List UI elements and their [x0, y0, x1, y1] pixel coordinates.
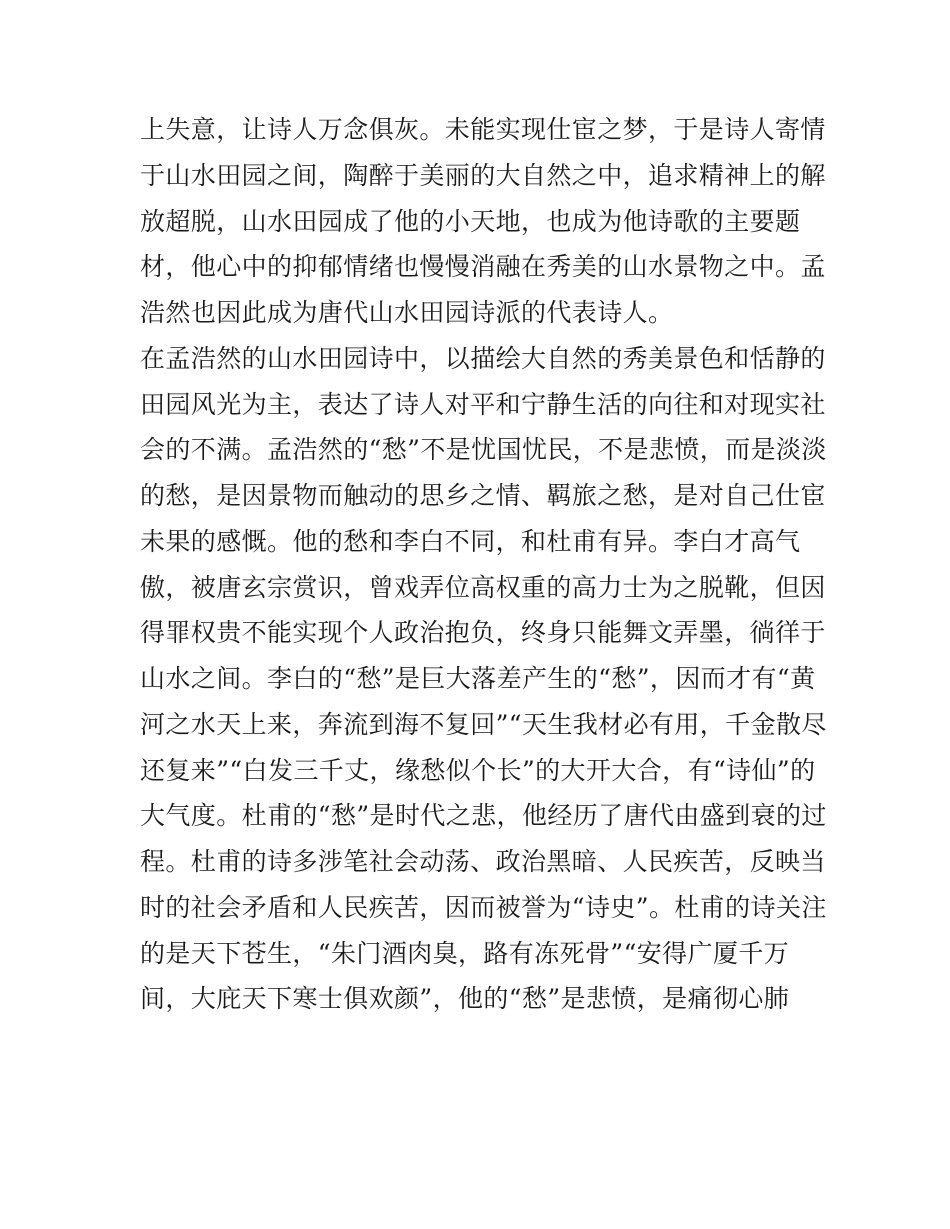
text-line: 浩然也因此成为唐代山水田园诗派的代表诗人。: [140, 298, 674, 327]
text-line: 傲，被唐玄宗赏识，曾戏弄位高权重的高力士为之脱靴，但因: [140, 572, 826, 602]
text-line: 的愁，是因景物而触动的思乡之情、羁旅之愁，是对自己仕宦: [140, 481, 826, 510]
text-line: 材，他心中的抑郁情绪也慢慢消融在秀美的山水景物之中。孟: [140, 252, 826, 282]
text-line: 程。杜甫的诗多涉笔社会动荡、政治黑暗、人民疾苦，反映当: [140, 847, 826, 876]
text-line: 放超脱，山水田园成了他的小天地，也成为他诗歌的主要题: [140, 206, 801, 236]
text-line: 时的社会矛盾和人民疾苦，因而被誉为“诗史”。杜甫的诗关注: [140, 892, 827, 922]
text-line: 田园风光为主，表达了诗人对平和宁静生活的向往和对现实社: [140, 389, 826, 419]
text-line: 上失意，让诗人万念俱灰。未能实现仕宦之梦，于是诗人寄情: [140, 115, 826, 144]
text-line: 于山水田园之间，陶醉于美丽的大自然之中，追求精神上的解: [140, 160, 826, 190]
text-line: 间，大庇天下寒士俱欢颜”，他的“愁”是悲愤，是痛彻心肺: [140, 984, 790, 1014]
text-line: 的是天下苍生，“朱门酒肉臭，路有冻死骨”“安得广厦千万: [140, 938, 790, 968]
text-line: 会的不满。孟浩然的“愁”不是忧国忧民，不是悲愤，而是淡淡: [140, 435, 827, 465]
text-line: 还复来”“白发三千丈，缘愁似个长”的大开大合，有“诗仙”的: [140, 755, 816, 785]
text-line: 在孟浩然的山水田园诗中，以描绘大自然的秀美景色和恬静的: [140, 343, 826, 373]
body-text: [140, 107, 827, 1022]
text-line: 得罪权贵不能实现个人政治抱负，终身只能舞文弄墨，徜徉于: [140, 618, 826, 648]
text-line: 未果的感慨。他的愁和李白不同，和杜甫有异。李白才高气: [140, 526, 801, 556]
text-line: 山水之间。李白的“愁”是巨大落差产生的“愁”，因而才有“黄: [140, 664, 816, 693]
text-line: 大气度。杜甫的“愁”是时代之悲，他经历了唐代由盛到衰的过: [140, 801, 827, 831]
text-line: 河之水天上来，奔流到海不复回”“天生我材必有用，千金散尽: [140, 709, 827, 739]
